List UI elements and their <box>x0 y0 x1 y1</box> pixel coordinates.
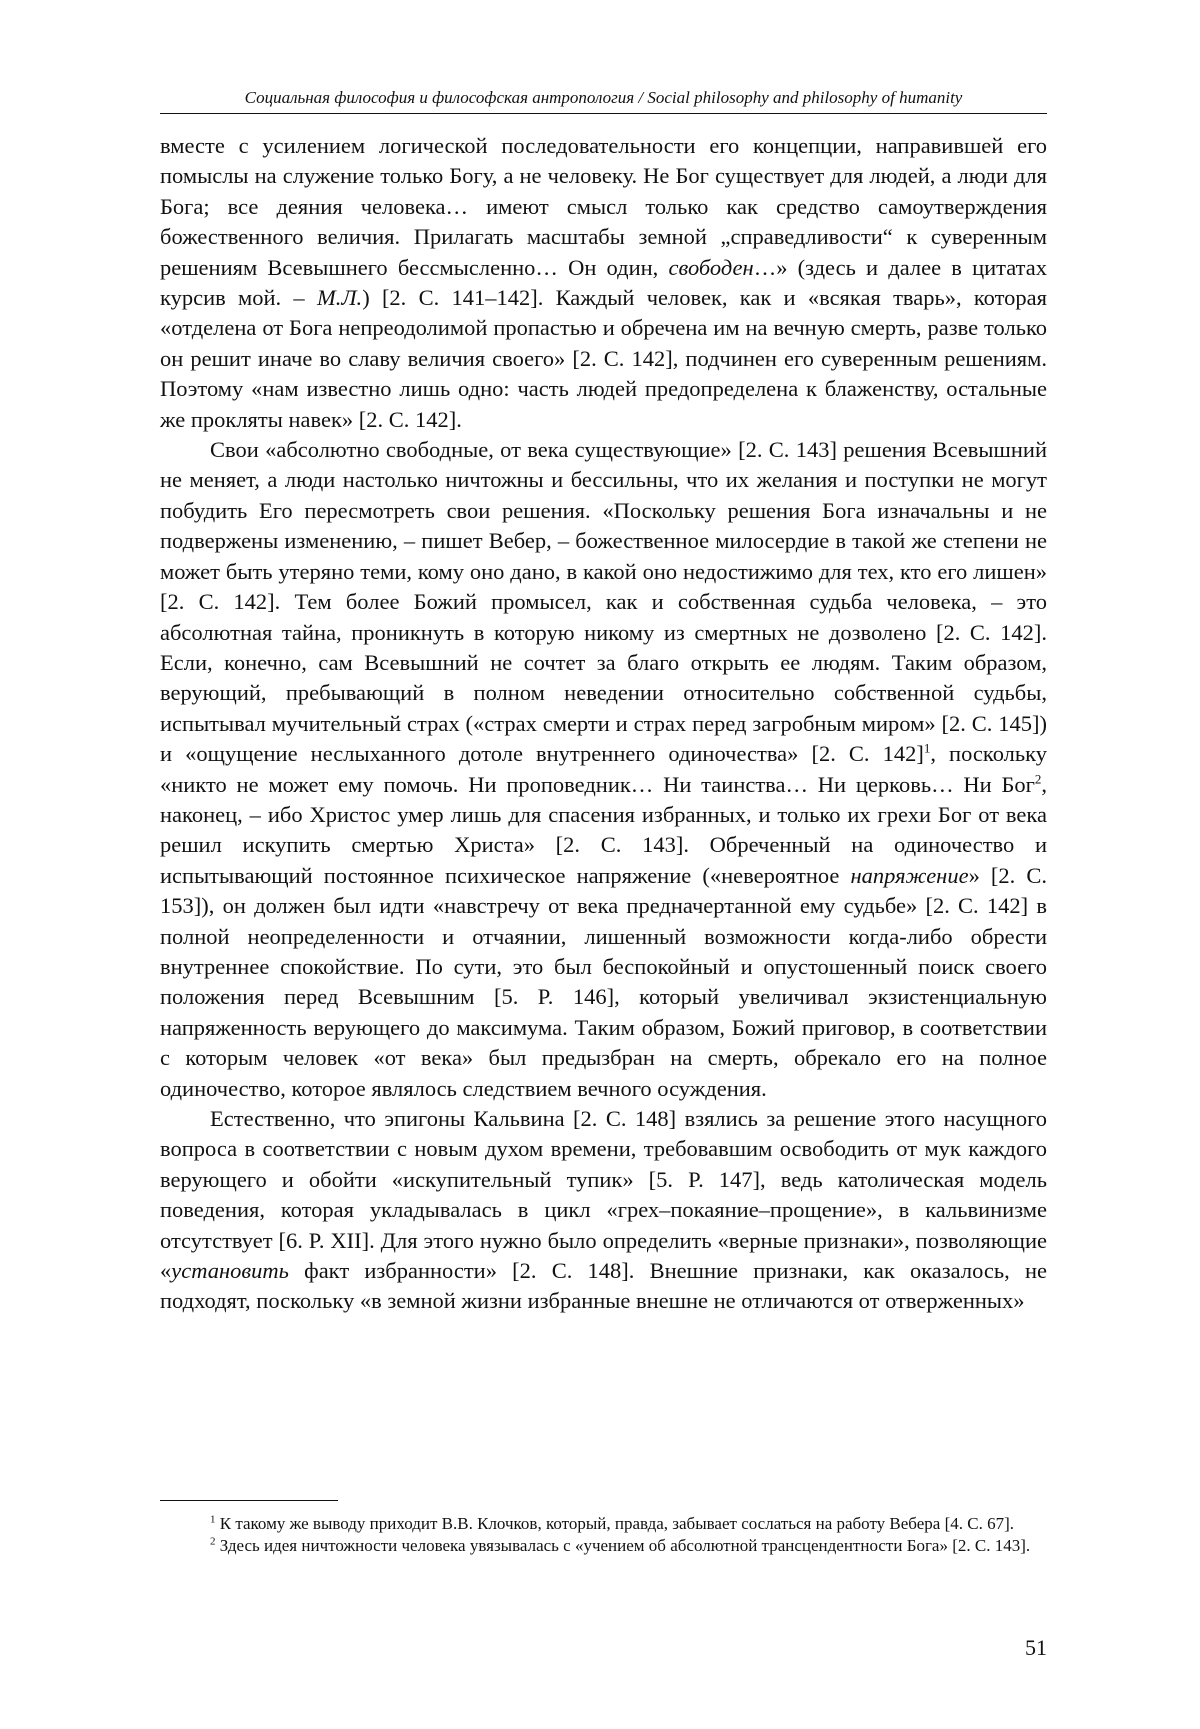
footnote-2-text: Здесь идея ничтожности человека увязывалась с «учением об абсолютной трансцендентности Бога» [2. С. 143]. <box>219 1535 1031 1555</box>
paragraph-1-text-c: ) [2. С. 141–142]. Каждый человек, как и «всякая тварь», которая «отделена от Бога непреодолимой пропастью и обречена им на вечную смерть, разве только он решит иначе во славу величия своего» [2. С. 142], подчинен его суверенным решениям. Поэтому «нам известно лишь одно: часть людей предопределена к блаженству, остальные же прокляты навек» [2. С. 142]. <box>160 285 1047 432</box>
paragraph-2-text-c: , наконец, – ибо Христос умер лишь для спасения избранных, и только их грехи Бог от века решил искупить смертью Христа» [2. С. 143]. Обреченный на одиночество и испытывающий постоянное психическое напряжение («невероятное <box>160 771 1047 888</box>
paragraph-1 <box>160 131 1047 435</box>
footnote-1-text: К такому же выводу приходит В.В. Клочков, который, правда, забывает сослаться на работу Вебера [4. С. 67]. <box>219 1514 1014 1533</box>
paragraph-2 <box>160 435 1047 1104</box>
footnote-ref-2[interactable]: 2 <box>1034 771 1042 787</box>
paragraph-1-text-a: вместе с усилением логической последовательности его концепции, направившей его помыслы на служение только Богу, а не человеку. Не Бог существует для людей, а люди для Бога; все деяния человека… имеют смысл только как средство самоутверждения божественного величия. Прилагать масштабы земной „справедливости“ к суверенным решениям Всевышнего бессмысленно… Он один, <box>160 133 1047 280</box>
journal-page <box>160 0 1047 1729</box>
footnote-ref-1[interactable]: 1 <box>923 740 931 756</box>
paragraph-3-text-a: Естественно, что эпигоны Кальвина [2. С. 148] взялись за решение этого насущного вопроса в соответствии с новым духом времени, требовавшим освободить от мук каждого верующего и обойти «искупительный тупик» [5. P. 147], ведь католическая модель поведения, которая укладывалась в цикл «грех–покаяние–прощение», в кальвинизме отсутствует [6. P. XII]. Для этого нужно было определить «верные признаки», позволяющие « <box>160 1106 1047 1284</box>
paragraph-2-text-d: » [2. С. 153]), он должен был идти «навстречу от века предначертанной ему судьбе» [2. С. 142] в полной неопределенности и отчаянии, лишенный возможности когда-либо обрести внутреннее спокойствие. По сути, это был беспокойный и опустошенный поиск своего положения перед Всевышним [5. P. 146], который увеличивал экзистенциальную напряженность верующего до максимума. Таким образом, Божий приговор, в соответствии с которым человек «от века» был предызбран на смерть, обрекало его на полное одиночество, которое являлось следствием вечного осуждения. <box>160 862 1048 1101</box>
footnote-2-marker: 2 <box>210 1534 216 1547</box>
paragraph-1-italic-a: свободен <box>668 254 754 280</box>
paragraph-2-italic-a: напряжение <box>850 862 969 888</box>
paragraph-3-text-b: факт избранности» [2. С. 148]. Внешние признаки, как оказалось, не подходят, поскольку «в земной жизни избранные внешне не отличаются от отверженных» <box>160 1258 1047 1314</box>
footnote-1-marker: 1 <box>210 1513 216 1526</box>
running-header: Социальная философия и философская антропология / Social philosophy and philosophy of humanity <box>244 88 963 107</box>
paragraph-2-text-a: Свои «абсолютно свободные, от века существующие» [2. С. 143] решения Всевышний не меняет, а люди настолько ничтожны и бессильны, что их желания и поступки не могут побудить Его пересмотреть свои решения. «Поскольку решения Бога изначальны и не подвержены изменению, – пишет Вебер, – божественное милосердие в такой же степени не может быть утеряно теми, кому оно дано, в какой оно недостижимо для тех, кто его лишен» [2. С. 142]. Тем более Божий промысел, как и собственная судьба человека, – это абсолютная тайна, проникнуть в которую никому из смертных не дозволено [2. С. 142]. Если, конечно, сам Всевышний не сочтет за благо открыть ее людям. Таким образом, верующий, пребывающий в полном неведении относительно собственной судьбы, испытывал мучительный страх («страх смерти и страх перед загробным миром» [2. С. 145]) и «ощущение неслыханного дотоле внутреннего одиночества» [2. С. 142] <box>160 437 1047 767</box>
paragraph-2-text-b: , поскольку «никто не может ему помочь. Ни проповедник… Ни таинства… Ни церковь… Ни Бог <box>160 741 1047 797</box>
paragraph-1-text-b: …» (здесь и далее в цитатах курсив мой. – <box>160 254 1048 311</box>
paragraph-3-italic-a: установить <box>171 1258 289 1284</box>
footnote-1 <box>160 1513 1047 1535</box>
main-text <box>160 131 1047 1317</box>
footnote-2 <box>160 1535 1047 1557</box>
footnote-rule <box>160 1500 338 1501</box>
footnotes <box>160 1513 1047 1556</box>
paragraph-1-italic-b: М.Л. <box>316 285 363 311</box>
header-rule <box>160 113 1047 114</box>
paragraph-3 <box>160 1104 1047 1317</box>
page-number: 51 <box>1025 1635 1047 1660</box>
